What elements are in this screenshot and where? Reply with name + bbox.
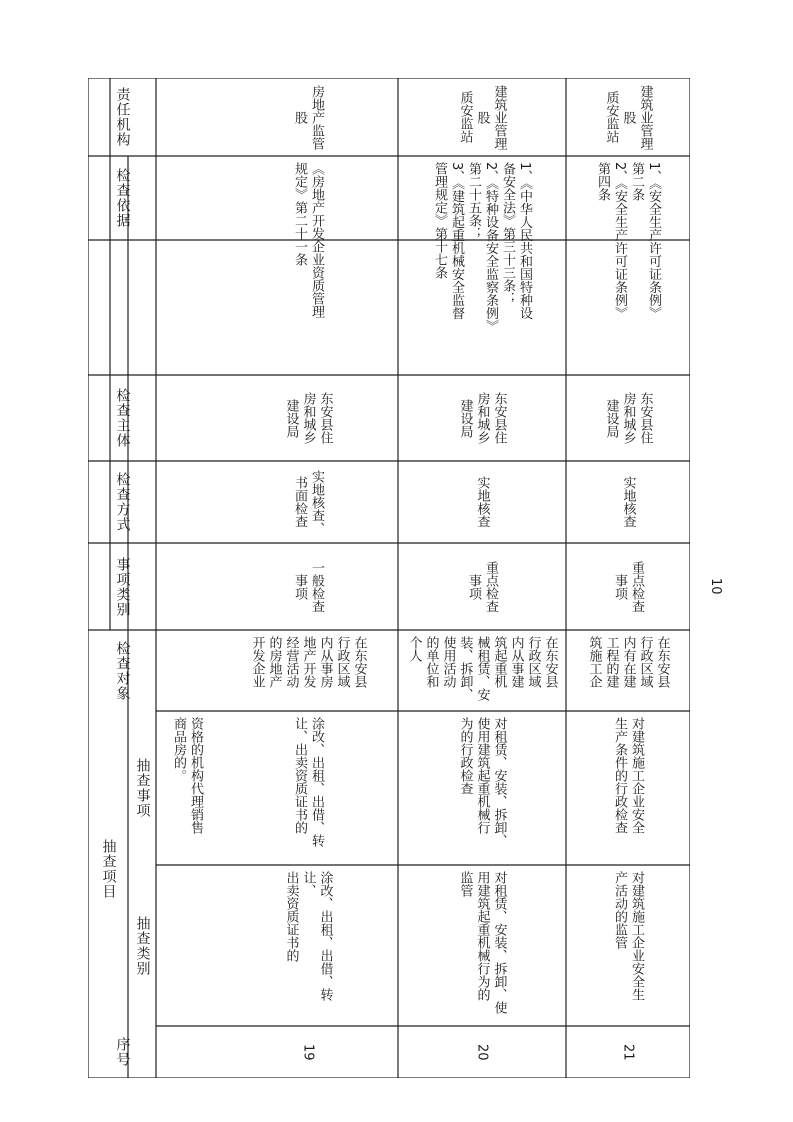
row-20-agency: 建筑业管理 股 质安监站 (457, 84, 507, 150)
row-21-agency: 建筑业管理 股 质安监站 (603, 84, 653, 150)
row-20-method: 实地核查 (474, 476, 490, 528)
row-19-target: 在东安县 行政区域 内从事房 地产开发 经营活动 的房地产 开发企业 (249, 636, 367, 688)
row-cont-basis (156, 156, 218, 375)
row-20-item: 对租赁、安装、拆卸、 使用建筑起重机械行 为的行政检查 (457, 717, 507, 847)
row-21-subject: 东安县住 房和城乡 建设局 (603, 392, 653, 444)
row-cont-method (156, 461, 218, 543)
row-21-target: 在东安县 行政区域 内有在建 工程的建 筑施工企 (586, 636, 670, 688)
row-cont-item: 资格的机构代理销售 商品房的。 (171, 717, 203, 834)
row-cont-category (156, 865, 218, 1026)
row-cont-subject (156, 375, 218, 461)
row-20-basis: 1、《中华人民共和国特种设 备安全法》第三十三条； 2、《特种设备安全监察条例》 第二十五条； 3、《建筑起重机械安全监督 管理规定》第十七条 (432, 162, 532, 333)
row-cont-agency (156, 78, 218, 156)
row-20-type: 重点检查 事项 (466, 560, 498, 613)
row-19-agency: 房地产监管 股 (292, 84, 324, 150)
row-cont-target (156, 630, 218, 711)
row-21-item: 对建筑施工企业安全 生产条件的行政检查 (612, 717, 644, 834)
header-agency: 责任机构 (114, 87, 131, 147)
row-20-category: 对租赁、安装、拆卸、使 用建筑起重机械行为的 监管 (457, 871, 507, 1014)
row-19-seq: 19 (300, 1043, 316, 1061)
header-basis: 检查依据 (114, 168, 131, 228)
row-19-category: 涂改、出租、出借、转让、 出卖资质证书的 (283, 871, 333, 1001)
row-20-target: 在东安县 行政区域 内从事建 筑起重机 械租赁、安 装、拆卸、 使用活动 的单位和 个人 (406, 636, 558, 701)
inspection-table (88, 78, 690, 1078)
row-21-method: 实地核查 (620, 476, 636, 528)
header-target: 检查对象 (114, 640, 131, 701)
row-21-type: 重点检查 事项 (612, 560, 644, 613)
row-cont-type (156, 543, 218, 630)
row-21-category: 对建筑施工企业安全生 产活动的监管 (612, 871, 644, 1001)
row-21-basis: 1、《安全生产许可证条例》 第二条 2、《安全生产许可证条例》 第四条 (595, 162, 661, 320)
page-number: 10 (708, 578, 723, 595)
header-basis-mirror (88, 240, 156, 375)
row-21-seq: 21 (620, 1043, 636, 1061)
header-project: 抽查项目 (100, 838, 117, 899)
header-subject: 检查主体 (114, 388, 131, 448)
header-method: 检查方式 (114, 472, 131, 532)
row-20-seq: 20 (474, 1043, 490, 1061)
row-19-method: 实地核查、 书面检查 (292, 469, 324, 535)
row-20-subject: 东安县住 房和城乡 建设局 (457, 392, 507, 444)
row-cont-seq (156, 1026, 218, 1078)
header-seq: 序号 (114, 1037, 131, 1067)
header-category: 抽查类别 (134, 915, 151, 976)
row-19-basis: 《房地产开发企业资质管理 规定》第二十一条 (292, 162, 324, 318)
header-item: 抽查事项 (134, 758, 151, 818)
row-19-subject: 东安县住 房和城乡 建设局 (283, 392, 333, 444)
row-19-item: 涂改、出租、出借、转 让、出卖资质证书的 (292, 717, 324, 847)
row-19-type: 一般检查 事项 (292, 560, 324, 613)
header-type: 事项类别 (114, 556, 131, 617)
